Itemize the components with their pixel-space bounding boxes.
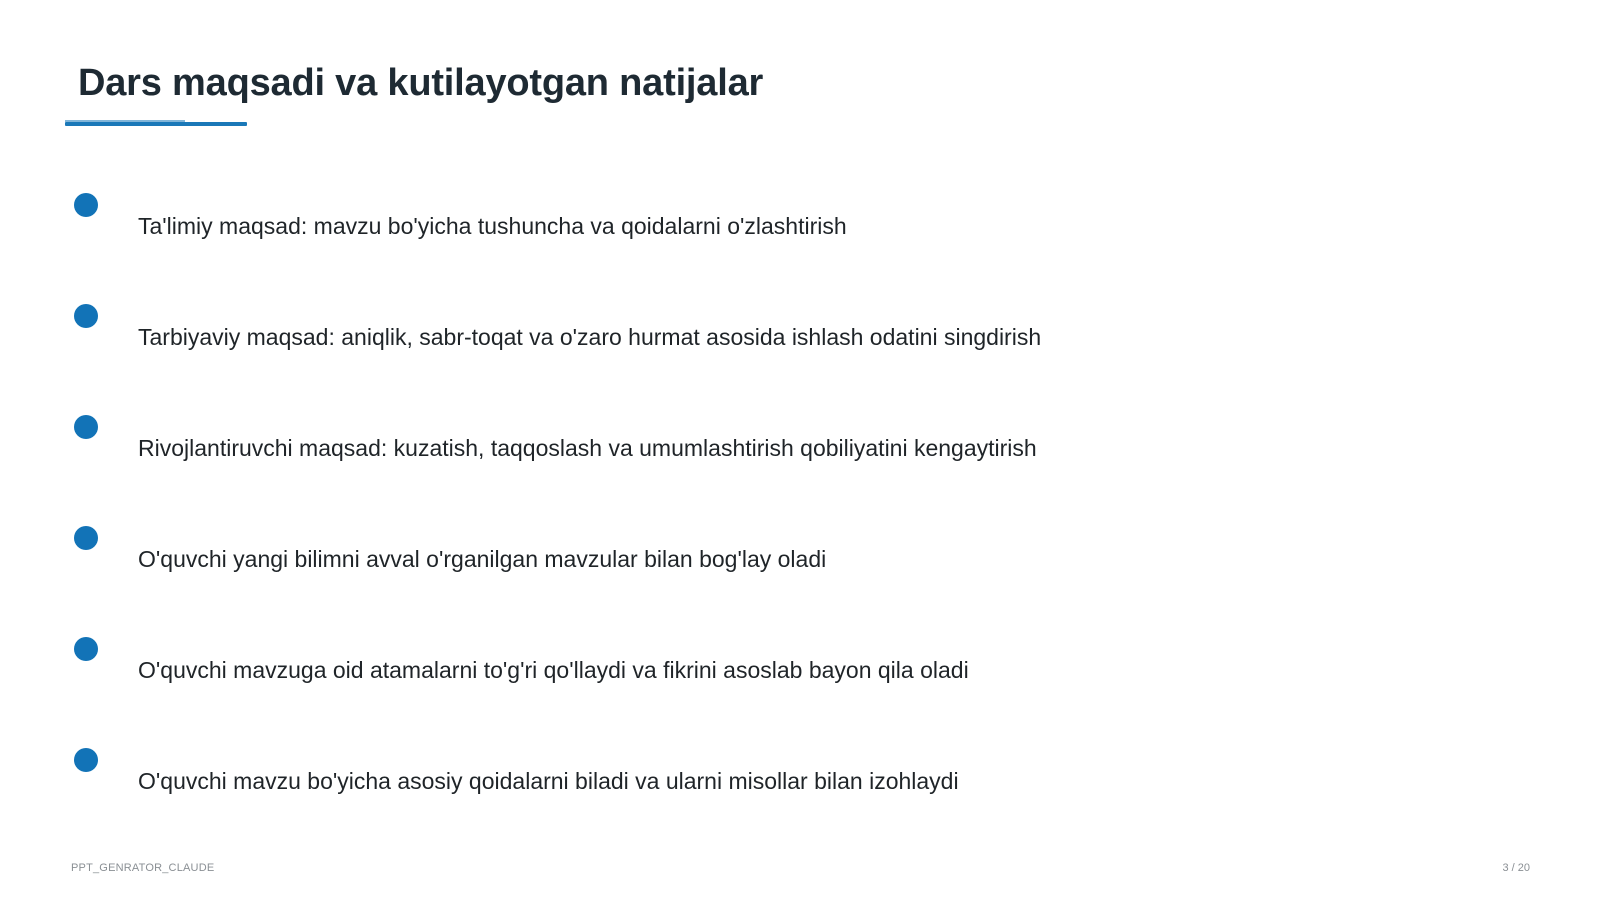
bullet-item <box>0 526 1400 616</box>
bullet-dot-icon <box>74 304 98 328</box>
bullet-dot-icon <box>74 526 98 550</box>
bullet-item <box>0 748 1400 838</box>
bullet-item <box>0 637 1400 727</box>
bullet-dot-icon <box>74 193 98 217</box>
footer-source-label: PPT_GENRATOR_CLAUDE <box>71 862 215 874</box>
bullet-text: Rivojlantiruvchi maqsad: kuzatish, taqqoslash va umumlashtirish qobiliyatini kengaytirish <box>138 435 1037 461</box>
bullet-item <box>0 304 1400 394</box>
bullet-text: Ta'limiy maqsad: mavzu bo'yicha tushuncha va qoidalarni o'zlashtirish <box>138 213 847 239</box>
bullet-text: O'quvchi yangi bilimni avval o'rganilgan mavzular bilan bog'lay oladi <box>138 546 827 572</box>
bullet-dot-icon <box>74 637 98 661</box>
bullet-item <box>0 415 1400 505</box>
bullet-item <box>0 193 1400 283</box>
page-indicator: 3 / 20 <box>1502 862 1530 874</box>
bullet-text: O'quvchi mavzu bo'yicha asosiy qoidalarni biladi va ularni misollar bilan izohlaydi <box>138 768 959 794</box>
bullet-text: Tarbiyaviy maqsad: aniqlik, sabr-toqat va o'zaro hurmat asosida ishlash odatini singdirish <box>138 324 1042 350</box>
bullet-dot-icon <box>74 748 98 772</box>
slide-title: Dars maqsadi va kutilayotgan natijalar <box>78 62 764 104</box>
bullet-text: O'quvchi mavzuga oid atamalarni to'g'ri qo'llaydi va fikrini asoslab bayon qila oladi <box>138 657 969 683</box>
bullet-dot-icon <box>74 415 98 439</box>
